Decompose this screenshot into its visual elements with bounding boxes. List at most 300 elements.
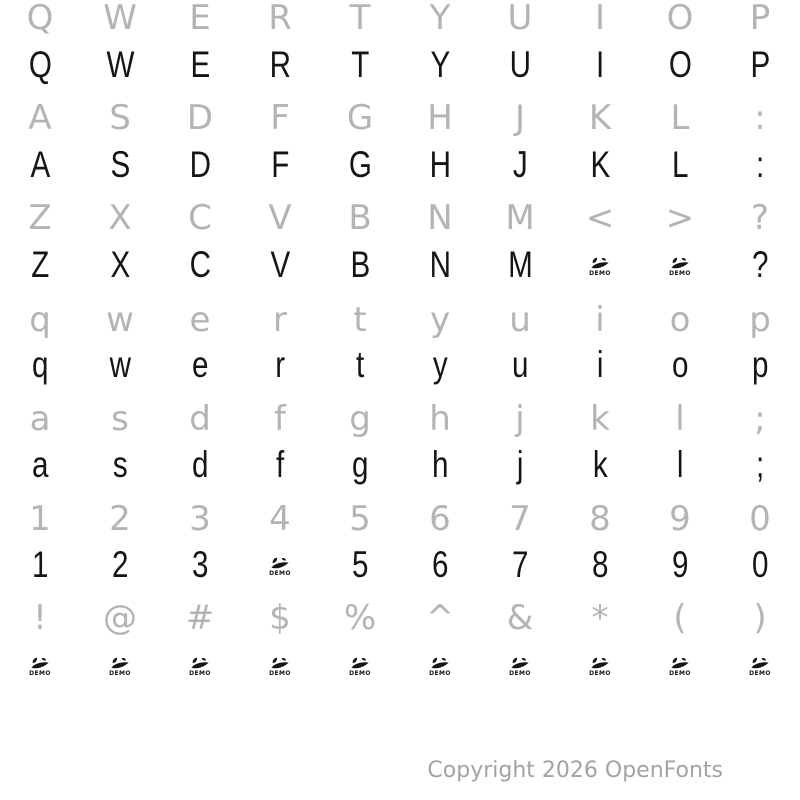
specimen-glyph: e xyxy=(189,300,211,340)
demo-glyph xyxy=(749,657,771,677)
specimen-cell xyxy=(80,139,160,189)
specimen-glyph: A xyxy=(28,98,52,138)
specimen-cell xyxy=(480,539,560,589)
specimen-glyph: 9 xyxy=(671,543,689,585)
specimen-glyph: R xyxy=(268,0,292,38)
demo-glyph-label: DEMO xyxy=(189,670,211,677)
specimen-row-ink xyxy=(0,239,800,289)
specimen-glyph: G xyxy=(348,143,372,185)
specimen-glyph: > xyxy=(665,198,695,238)
specimen-glyph: q xyxy=(31,343,49,385)
specimen-cell xyxy=(80,295,160,345)
specimen-glyph: 7 xyxy=(509,499,531,539)
specimen-glyph: < xyxy=(585,198,615,238)
specimen-glyph: # xyxy=(185,598,215,638)
specimen-glyph: L xyxy=(670,98,690,138)
specimen-row-muted xyxy=(0,394,800,444)
specimen-cell xyxy=(320,93,400,143)
specimen-glyph: ^ xyxy=(425,598,455,638)
specimen-glyph: X xyxy=(110,243,130,285)
specimen-cell xyxy=(160,0,240,43)
specimen-cell xyxy=(720,539,800,589)
specimen-cell xyxy=(160,39,240,89)
specimen-glyph: d xyxy=(191,443,209,485)
specimen-glyph: y xyxy=(429,300,451,340)
specimen-cell xyxy=(320,139,400,189)
specimen-row-ink xyxy=(0,539,800,589)
specimen-cell xyxy=(240,439,320,489)
specimen-cell xyxy=(0,539,80,589)
specimen-glyph: H xyxy=(427,98,453,138)
specimen-cell xyxy=(560,0,640,43)
specimen-row-ink xyxy=(0,39,800,89)
specimen-glyph: ? xyxy=(750,198,770,238)
specimen-glyph: V xyxy=(268,198,292,238)
specimen-glyph: D xyxy=(186,98,214,138)
specimen-row-muted xyxy=(0,0,800,43)
specimen-glyph: 6 xyxy=(429,499,451,539)
specimen-cell xyxy=(400,439,480,489)
specimen-glyph: 8 xyxy=(591,543,609,585)
specimen-glyph: i xyxy=(595,300,605,340)
specimen-cell xyxy=(720,139,800,189)
specimen-glyph: 1 xyxy=(29,499,51,539)
specimen-glyph: S xyxy=(109,98,131,138)
specimen-cell xyxy=(400,295,480,345)
specimen-glyph: a xyxy=(29,399,51,439)
specimen-cell xyxy=(720,339,800,389)
specimen-cell xyxy=(720,93,800,143)
specimen-cell xyxy=(560,639,640,689)
specimen-cell xyxy=(400,639,480,689)
demo-glyph-label: DEMO xyxy=(429,670,451,677)
specimen-cell xyxy=(400,394,480,444)
specimen-cell xyxy=(320,193,400,243)
specimen-cell xyxy=(560,539,640,589)
specimen-glyph: 7 xyxy=(511,543,529,585)
specimen-cell xyxy=(480,193,560,243)
specimen-glyph: k xyxy=(590,399,610,439)
specimen-row-ink xyxy=(0,639,800,689)
specimen-glyph: W xyxy=(103,0,137,38)
demo-glyph-label: DEMO xyxy=(29,670,51,677)
specimen-glyph: l xyxy=(675,399,685,439)
fleuron-ornament-icon xyxy=(670,657,690,670)
specimen-glyph: ) xyxy=(753,598,767,638)
specimen-cell xyxy=(0,494,80,544)
specimen-glyph: I xyxy=(594,0,606,38)
specimen-cell xyxy=(160,394,240,444)
specimen-cell xyxy=(720,193,800,243)
specimen-glyph: $ xyxy=(269,598,291,638)
specimen-cell xyxy=(640,494,720,544)
specimen-row-muted xyxy=(0,593,800,643)
specimen-row-muted xyxy=(0,93,800,143)
specimen-cell xyxy=(80,593,160,643)
specimen-cell xyxy=(480,93,560,143)
specimen-cell xyxy=(640,39,720,89)
demo-glyph xyxy=(589,257,611,277)
specimen-glyph: V xyxy=(270,243,290,285)
specimen-cell xyxy=(640,539,720,589)
demo-glyph xyxy=(349,657,371,677)
specimen-glyph: A xyxy=(30,143,50,185)
specimen-glyph: O xyxy=(666,0,694,38)
demo-glyph-label: DEMO xyxy=(109,670,131,677)
specimen-cell xyxy=(640,139,720,189)
specimen-glyph: 9 xyxy=(669,499,691,539)
specimen-cell xyxy=(320,339,400,389)
specimen-cell xyxy=(80,93,160,143)
specimen-glyph: : xyxy=(755,143,765,185)
specimen-glyph: g xyxy=(349,399,371,439)
specimen-glyph: 3 xyxy=(191,543,209,585)
demo-glyph-label: DEMO xyxy=(349,670,371,677)
specimen-cell xyxy=(560,339,640,389)
specimen-cell xyxy=(0,193,80,243)
specimen-glyph: 3 xyxy=(189,499,211,539)
specimen-glyph: K xyxy=(590,143,610,185)
specimen-glyph: % xyxy=(343,598,377,638)
specimen-glyph: U xyxy=(507,0,533,38)
specimen-glyph: E xyxy=(189,0,211,38)
specimen-cell xyxy=(80,193,160,243)
specimen-cell xyxy=(480,0,560,43)
specimen-cell xyxy=(720,494,800,544)
specimen-glyph: T xyxy=(349,0,371,38)
specimen-cell xyxy=(320,593,400,643)
specimen-glyph: & xyxy=(506,598,534,638)
specimen-glyph: w xyxy=(109,343,131,385)
specimen-cell xyxy=(480,639,560,689)
specimen-cell xyxy=(80,0,160,43)
specimen-glyph: t xyxy=(355,343,365,385)
specimen-cell xyxy=(80,439,160,489)
specimen-glyph: M xyxy=(507,243,533,285)
specimen-glyph: N xyxy=(427,198,453,238)
fleuron-ornament-icon xyxy=(350,657,370,670)
specimen-glyph: ( xyxy=(673,598,687,638)
specimen-cell xyxy=(480,394,560,444)
specimen-cell xyxy=(240,239,320,289)
fleuron-ornament-icon xyxy=(670,257,690,270)
specimen-cell xyxy=(80,394,160,444)
specimen-cell xyxy=(240,494,320,544)
demo-glyph-label: DEMO xyxy=(749,670,771,677)
specimen-cell xyxy=(400,239,480,289)
copyright-text: Copyright 2026 OpenFonts xyxy=(427,758,723,783)
specimen-glyph: S xyxy=(110,143,130,185)
specimen-cell xyxy=(400,339,480,389)
specimen-glyph: i xyxy=(596,343,604,385)
specimen-cell xyxy=(560,239,640,289)
specimen-glyph: 0 xyxy=(749,499,771,539)
specimen-cell xyxy=(160,539,240,589)
specimen-cell xyxy=(0,0,80,43)
specimen-cell xyxy=(160,139,240,189)
specimen-glyph: Z xyxy=(28,198,52,238)
specimen-glyph: a xyxy=(31,443,49,485)
specimen-cell xyxy=(640,339,720,389)
specimen-glyph: P xyxy=(750,43,770,85)
specimen-glyph: O xyxy=(668,43,692,85)
specimen-glyph: N xyxy=(429,243,451,285)
specimen-cell xyxy=(320,639,400,689)
specimen-glyph: F xyxy=(270,98,290,138)
specimen-cell xyxy=(160,439,240,489)
specimen-glyph: y xyxy=(432,343,448,385)
specimen-glyph: 5 xyxy=(351,543,369,585)
specimen-cell xyxy=(560,139,640,189)
specimen-glyph: 4 xyxy=(269,499,291,539)
specimen-glyph: G xyxy=(346,98,374,138)
specimen-cell xyxy=(80,539,160,589)
specimen-glyph: ; xyxy=(754,399,766,439)
specimen-cell xyxy=(320,439,400,489)
specimen-glyph: C xyxy=(188,198,212,238)
demo-glyph-label: DEMO xyxy=(269,670,291,677)
demo-glyph-label: DEMO xyxy=(589,270,611,277)
specimen-glyph: l xyxy=(676,443,684,485)
demo-glyph xyxy=(429,657,451,677)
specimen-glyph: L xyxy=(671,143,689,185)
specimen-glyph: 6 xyxy=(431,543,449,585)
specimen-glyph: p xyxy=(749,300,771,340)
specimen-glyph: h xyxy=(429,399,451,439)
specimen-cell xyxy=(640,593,720,643)
specimen-cell xyxy=(480,239,560,289)
specimen-cell xyxy=(0,139,80,189)
specimen-cell xyxy=(320,39,400,89)
specimen-glyph: J xyxy=(512,143,528,185)
specimen-cell xyxy=(400,93,480,143)
specimen-cell xyxy=(720,239,800,289)
specimen-glyph: X xyxy=(108,198,132,238)
specimen-glyph: s xyxy=(112,443,128,485)
specimen-cell xyxy=(720,295,800,345)
specimen-cell xyxy=(160,193,240,243)
specimen-cell xyxy=(240,295,320,345)
specimen-cell xyxy=(480,339,560,389)
specimen-cell xyxy=(480,593,560,643)
specimen-cell xyxy=(80,339,160,389)
specimen-row-muted xyxy=(0,193,800,243)
specimen-cell xyxy=(560,193,640,243)
specimen-glyph: h xyxy=(431,443,449,485)
specimen-cell xyxy=(160,494,240,544)
fleuron-ornament-icon xyxy=(430,657,450,670)
specimen-cell xyxy=(240,93,320,143)
specimen-cell xyxy=(560,394,640,444)
specimen-cell xyxy=(720,394,800,444)
specimen-glyph: I xyxy=(595,43,605,85)
specimen-cell xyxy=(720,639,800,689)
specimen-cell xyxy=(560,39,640,89)
specimen-glyph: ! xyxy=(33,598,47,638)
demo-glyph-label: DEMO xyxy=(669,670,691,677)
specimen-glyph: r xyxy=(275,343,285,385)
fleuron-ornament-icon xyxy=(590,257,610,270)
demo-glyph xyxy=(29,657,51,677)
specimen-cell xyxy=(240,593,320,643)
specimen-cell xyxy=(400,0,480,43)
specimen-glyph: R xyxy=(269,43,291,85)
specimen-glyph: T xyxy=(350,43,370,85)
specimen-glyph: Y xyxy=(429,0,451,38)
specimen-glyph: D xyxy=(189,143,211,185)
specimen-glyph: 2 xyxy=(111,543,129,585)
specimen-cell xyxy=(560,93,640,143)
specimen-cell xyxy=(640,0,720,43)
demo-glyph xyxy=(189,657,211,677)
demo-glyph-label: DEMO xyxy=(669,270,691,277)
specimen-cell xyxy=(320,539,400,589)
specimen-glyph: @ xyxy=(103,598,137,638)
specimen-cell xyxy=(160,639,240,689)
specimen-glyph: w xyxy=(106,300,134,340)
fleuron-ornament-icon xyxy=(270,657,290,670)
specimen-glyph: p xyxy=(751,343,769,385)
fleuron-ornament-icon xyxy=(750,657,770,670)
fleuron-ornament-icon xyxy=(590,657,610,670)
specimen-cell xyxy=(720,39,800,89)
specimen-glyph: j xyxy=(515,399,525,439)
specimen-cell xyxy=(320,0,400,43)
specimen-cell xyxy=(80,239,160,289)
specimen-glyph: K xyxy=(588,98,612,138)
fleuron-ornament-icon xyxy=(110,657,130,670)
specimen-cell xyxy=(320,394,400,444)
specimen-glyph: o xyxy=(669,300,691,340)
specimen-cell xyxy=(400,539,480,589)
fleuron-ornament-icon xyxy=(30,657,50,670)
specimen-cell xyxy=(640,639,720,689)
specimen-cell xyxy=(0,439,80,489)
specimen-cell xyxy=(400,593,480,643)
specimen-glyph: 0 xyxy=(751,543,769,585)
fleuron-ornament-icon xyxy=(510,657,530,670)
specimen-row-muted xyxy=(0,494,800,544)
specimen-cell xyxy=(0,394,80,444)
demo-glyph xyxy=(109,657,131,677)
specimen-cell xyxy=(640,93,720,143)
specimen-cell xyxy=(160,239,240,289)
specimen-glyph: Q xyxy=(26,0,54,38)
specimen-glyph: 1 xyxy=(31,543,49,585)
specimen-glyph: e xyxy=(191,343,209,385)
specimen-cell xyxy=(240,339,320,389)
specimen-glyph: E xyxy=(190,43,210,85)
specimen-cell xyxy=(0,295,80,345)
specimen-row-ink xyxy=(0,439,800,489)
specimen-glyph: W xyxy=(106,43,134,85)
specimen-glyph: B xyxy=(350,243,370,285)
specimen-glyph: 5 xyxy=(349,499,371,539)
specimen-cell xyxy=(400,193,480,243)
specimen-cell xyxy=(640,295,720,345)
demo-glyph xyxy=(269,657,291,677)
specimen-cell xyxy=(640,394,720,444)
specimen-glyph: 8 xyxy=(589,499,611,539)
specimen-cell xyxy=(160,295,240,345)
specimen-glyph: * xyxy=(591,598,609,638)
specimen-cell xyxy=(0,593,80,643)
specimen-glyph: f xyxy=(274,399,286,439)
specimen-cell xyxy=(640,439,720,489)
specimen-cell xyxy=(80,494,160,544)
specimen-glyph: f xyxy=(275,443,285,485)
specimen-glyph: U xyxy=(509,43,531,85)
specimen-cell xyxy=(320,295,400,345)
specimen-glyph: k xyxy=(592,443,608,485)
specimen-cell xyxy=(80,639,160,689)
specimen-glyph: B xyxy=(348,198,372,238)
specimen-glyph: 2 xyxy=(109,499,131,539)
specimen-glyph: q xyxy=(29,300,51,340)
specimen-cell xyxy=(480,439,560,489)
specimen-cell xyxy=(400,494,480,544)
specimen-cell xyxy=(320,494,400,544)
specimen-cell xyxy=(640,239,720,289)
specimen-cell xyxy=(240,394,320,444)
specimen-cell xyxy=(240,0,320,43)
specimen-cell xyxy=(240,193,320,243)
specimen-glyph: C xyxy=(189,243,211,285)
specimen-row-ink xyxy=(0,339,800,389)
specimen-cell xyxy=(0,239,80,289)
specimen-row-ink xyxy=(0,139,800,189)
specimen-cell xyxy=(720,0,800,43)
specimen-cell xyxy=(480,295,560,345)
specimen-cell xyxy=(240,639,320,689)
specimen-cell xyxy=(0,39,80,89)
specimen-cell xyxy=(720,593,800,643)
specimen-cell xyxy=(240,539,320,589)
specimen-cell xyxy=(80,39,160,89)
specimen-glyph: Z xyxy=(30,243,50,285)
specimen-glyph: F xyxy=(270,143,290,185)
specimen-cell xyxy=(0,639,80,689)
demo-glyph xyxy=(269,557,291,577)
specimen-cell xyxy=(240,39,320,89)
specimen-glyph: o xyxy=(671,343,689,385)
specimen-cell xyxy=(560,439,640,489)
specimen-cell xyxy=(0,339,80,389)
fleuron-ornament-icon xyxy=(270,557,290,570)
demo-glyph-label: DEMO xyxy=(269,570,291,577)
specimen-cell xyxy=(720,439,800,489)
specimen-cell xyxy=(480,39,560,89)
specimen-glyph: H xyxy=(429,143,451,185)
fleuron-ornament-icon xyxy=(190,657,210,670)
specimen-cell xyxy=(480,139,560,189)
specimen-row-muted xyxy=(0,295,800,345)
specimen-glyph: u xyxy=(511,343,529,385)
specimen-cell xyxy=(240,139,320,189)
specimen-cell xyxy=(560,295,640,345)
specimen-glyph: s xyxy=(111,399,129,439)
specimen-glyph: r xyxy=(273,300,287,340)
demo-glyph xyxy=(509,657,531,677)
specimen-cell xyxy=(160,593,240,643)
specimen-glyph: j xyxy=(516,443,524,485)
specimen-cell xyxy=(160,339,240,389)
specimen-glyph: u xyxy=(509,300,531,340)
specimen-cell xyxy=(560,593,640,643)
specimen-glyph: J xyxy=(514,98,526,138)
demo-glyph-label: DEMO xyxy=(589,670,611,677)
specimen-glyph: ; xyxy=(755,443,765,485)
